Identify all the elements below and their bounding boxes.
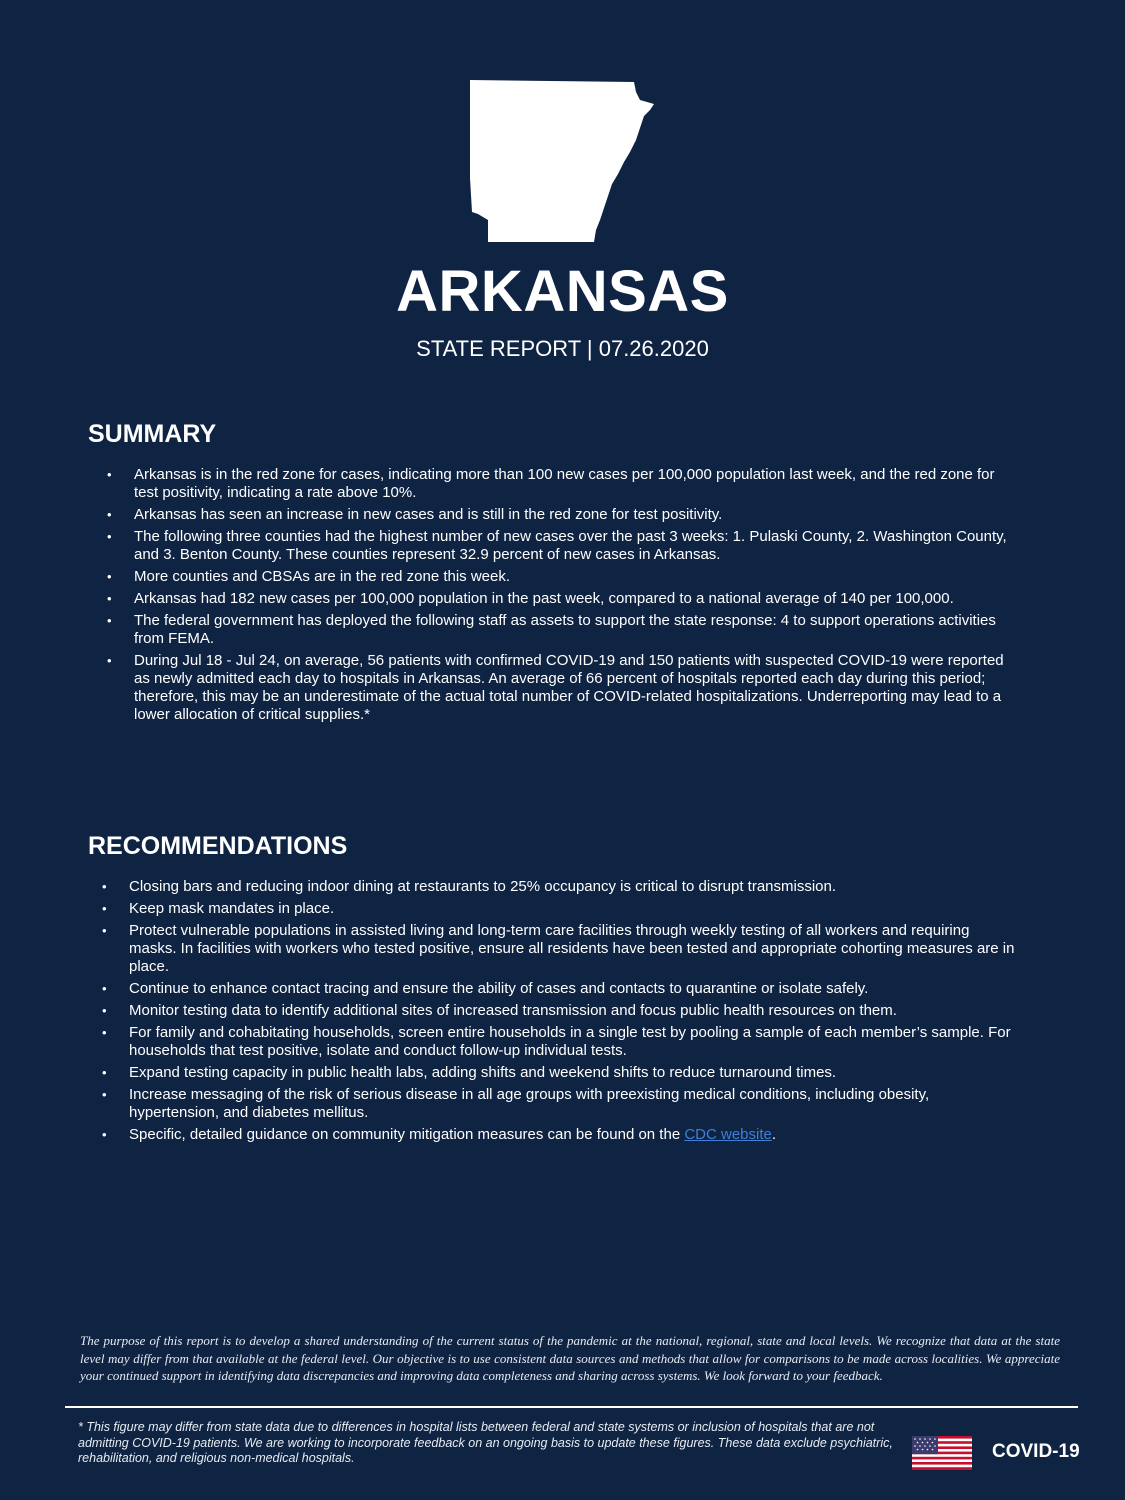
- cdc-guidance-period: .: [771, 1126, 777, 1143]
- summary-item: • Arkansas is in the red zone for cases, indicating more than 100 new cases per 100,000 population last week, and the red zone for test positivity, indicating a rate above 10%.: [134, 466, 1014, 502]
- summary-item: • Arkansas had 182 new cases per 100,000 population in the past week, compared to a national average of 140 per 100,000.: [134, 590, 1014, 608]
- arkansas-outline-icon: [464, 78, 660, 244]
- page-title: ARKANSAS: [396, 259, 729, 324]
- recommendations-list: [129, 878, 1019, 1148]
- summary-heading: SUMMARY: [88, 420, 217, 448]
- summary-item: • The following three counties had the highest number of new cases over the past 3 weeks: 1. Pulaski County, 2. Washington County, and 3. Benton County. These counties represent 32.9 percent of new cases in Arkansas.: [134, 528, 1014, 564]
- recommendation-item: • Increase messaging of the risk of serious disease in all age groups with preexisting medical conditions, including obesity, hypertension, and diabetes mellitus.: [129, 1086, 1019, 1122]
- recommendation-item: • Keep mask mandates in place.: [129, 900, 1019, 918]
- cdc-website-link[interactable]: CDC website: [684, 1126, 772, 1143]
- footnote-text: * This figure may differ from state data due to differences in hospital lists between federal and state systems or inclusion of hospitals that are not admitting COVID-19 patients. We are working to incorporate feedback on an ongoing basis to update these figures. These data exclude psychiatric, rehabilitation, and religious non-medical hospitals.: [78, 1420, 893, 1465]
- us-flag-icon: [912, 1436, 972, 1470]
- summary-item: • During Jul 18 - Jul 24, on average, 56 patients with confirmed COVID-19 and 150 patients with suspected COVID-19 were reported as newly admitted each day to hospitals in Arkansas. An average of 66 percent of hospitals reported each day during this period; therefore, this may be an underestimate of the actual total number of COVID-related hospitalizations. Underreporting may lead to a lower allocation of critical supplies.*: [134, 652, 1014, 724]
- recommendation-item: • Closing bars and reducing indoor dining at restaurants to 25% occupancy is critical to disrupt transmission.: [129, 878, 1019, 896]
- recommendation-item-cdc: [129, 1126, 1019, 1144]
- footer-divider: [65, 1406, 1078, 1408]
- report-subtitle: STATE REPORT | 07.26.2020: [416, 336, 709, 361]
- recommendations-heading: RECOMMENDATIONS: [88, 832, 348, 860]
- recommendation-item: • Monitor testing data to identify additional sites of increased transmission and focus public health resources on them.: [129, 1002, 1019, 1020]
- recommendation-item: • Protect vulnerable populations in assisted living and long-term care facilities through weekly testing of all workers and requiring masks. In facilities with workers who tested positive, ensure all residents have been tested and appropriate cohorting measures are in place.: [129, 922, 1019, 976]
- cdc-guidance-text: Specific, detailed guidance on community mitigation measures can be found on the: [129, 1126, 685, 1143]
- summary-item: • The federal government has deployed the following staff as assets to support the state response: 4 to support operations activities from FEMA.: [134, 612, 1014, 648]
- summary-item: • Arkansas has seen an increase in new cases and is still in the red zone for test positivity.: [134, 506, 1014, 524]
- recommendation-item: • Expand testing capacity in public health labs, adding shifts and weekend shifts to reduce turnaround times.: [129, 1064, 1019, 1082]
- summary-item: • More counties and CBSAs are in the red zone this week.: [134, 568, 1014, 586]
- recommendation-item: • For family and cohabitating households, screen entire households in a single test by pooling a sample of each member’s sample. For households that test positive, isolate and conduct follow-up individual tests.: [129, 1024, 1019, 1060]
- covid-19-label: COVID-19: [992, 1441, 1080, 1462]
- recommendation-item: • Continue to enhance contact tracing and ensure the ability of cases and contacts to quarantine or isolate safely.: [129, 980, 1019, 998]
- disclaimer-text: The purpose of this report is to develop a shared understanding of the current status of the pandemic at the national, regional, state and local levels. We recognize that data at the state level may differ from that available at the federal level. Our objective is to use consistent data sources and methods that allow for comparisons to be made across localities. We appreciate your continued support in identifying data discrepancies and improving data completeness and sharing across systems. We look forward to your feedback.: [80, 1333, 1060, 1383]
- summary-list: [134, 466, 1014, 728]
